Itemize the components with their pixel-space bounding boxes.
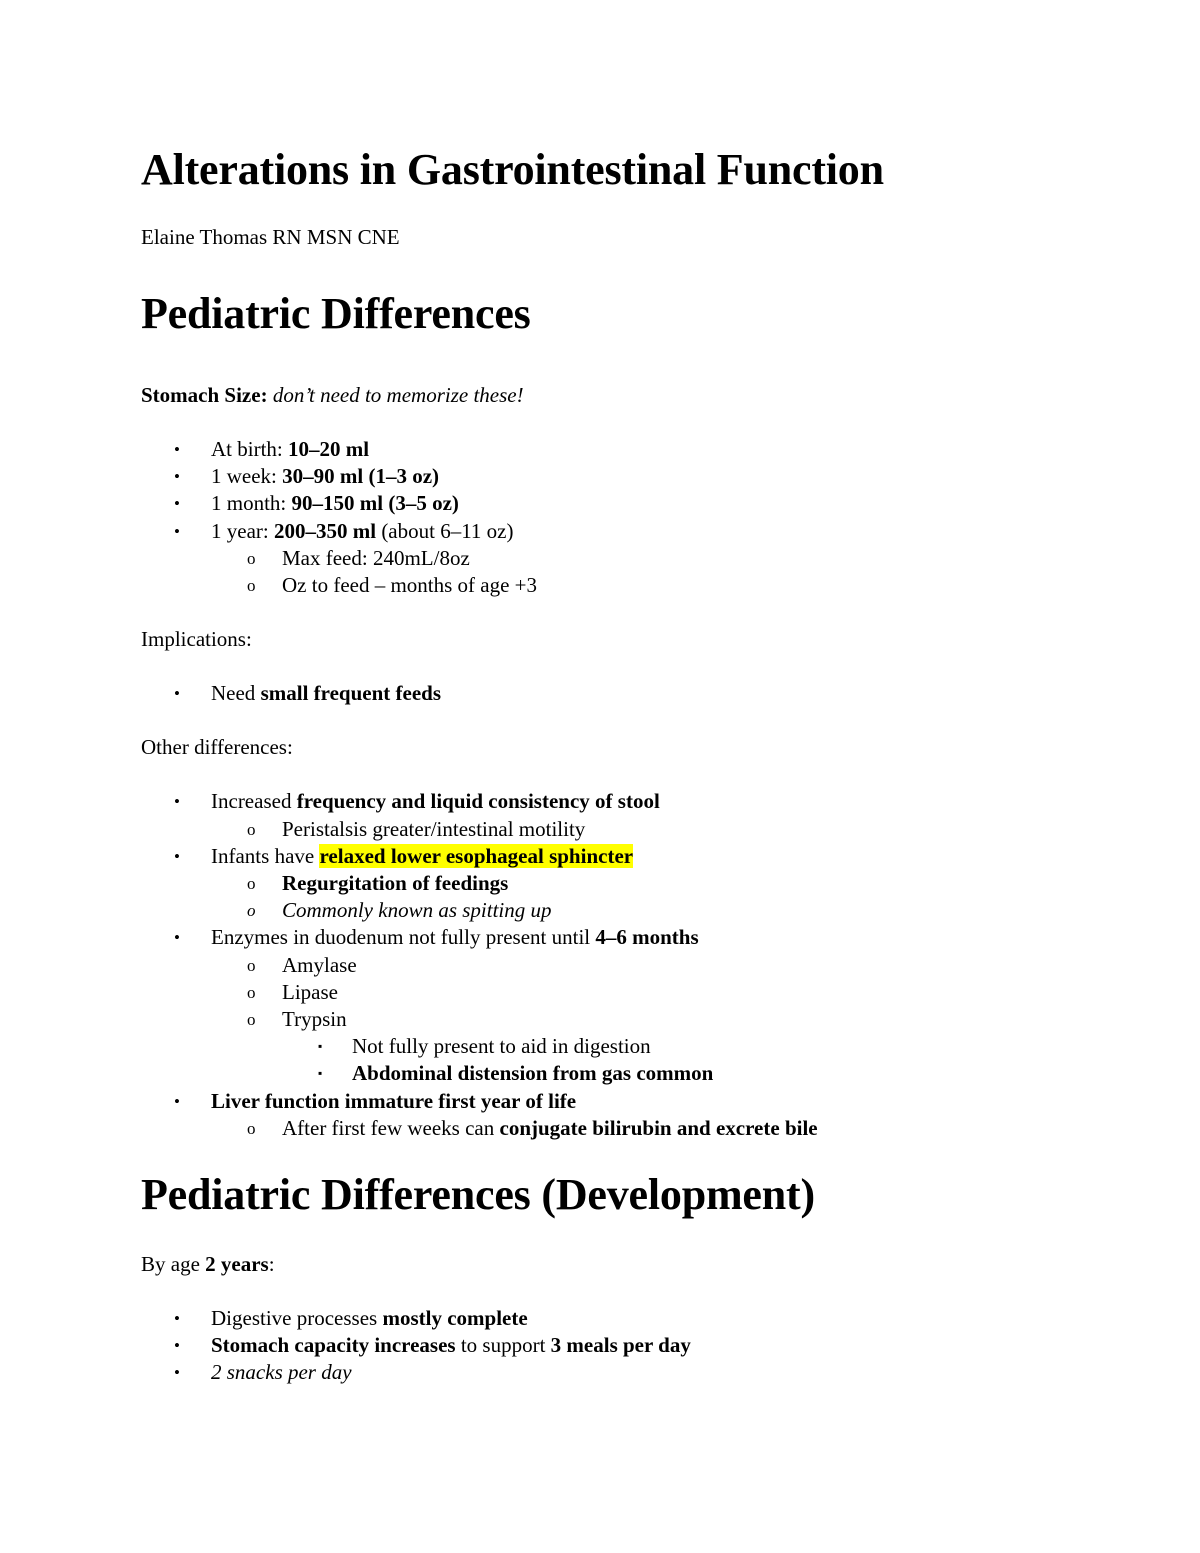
circle-bullet-icon: o [247, 819, 256, 839]
list-item: • Increased frequency and liquid consistency of stool [141, 788, 1101, 815]
list-item: • 2 snacks per day [141, 1359, 1101, 1386]
list-item: • Digestive processes mostly complete [141, 1305, 1101, 1332]
list-subitem: o After first few weeks can conjugate bilirubin and excrete bile [141, 1115, 1101, 1142]
circle-bullet-icon: o [247, 576, 256, 596]
development-list [141, 1305, 1101, 1387]
section-heading-pediatric-differences: Pediatric Differences [141, 289, 531, 338]
highlighted-text: relaxed lower esophageal sphincter [319, 843, 634, 868]
other-differences-label: Other differences: [141, 735, 293, 760]
list-subitem: o Regurgitation of feedings [141, 870, 1101, 897]
stomach-size-label: Stomach Size: [141, 383, 268, 407]
list-subitem: o Amylase [141, 952, 1101, 979]
circle-bullet-icon: o [247, 982, 256, 1002]
circle-bullet-icon: o [247, 548, 256, 568]
list-subitem: o Trypsin [141, 1006, 1101, 1033]
circle-bullet-icon: o [247, 955, 256, 975]
other-differences-list [141, 788, 1101, 1142]
bullet-icon: • [174, 846, 180, 866]
list-item: • Stomach capacity increases to support 3 meals per day [141, 1332, 1101, 1359]
list-subitem: o Max feed: 240mL/8oz [141, 545, 1101, 572]
list-item: • 1 month: 90–150 ml (3–5 oz) [141, 490, 1101, 517]
stomach-size-line [141, 382, 1101, 409]
document-page [141, 140, 1101, 1387]
square-bullet-icon: ▪ [318, 1066, 323, 1081]
square-bullet-icon: ▪ [318, 1039, 323, 1054]
list-item: • Enzymes in duodenum not fully present until 4–6 months [141, 924, 1101, 951]
bullet-icon: • [174, 467, 180, 487]
circle-bullet-icon: o [247, 901, 256, 921]
list-subitem: o Commonly known as spitting up [141, 897, 1101, 924]
bullet-icon: • [174, 521, 180, 541]
stomach-size-list [141, 436, 1101, 599]
list-subitem: o Peristalsis greater/intestinal motility [141, 816, 1101, 843]
circle-bullet-icon: o [247, 874, 256, 894]
author-line: Elaine Thomas RN MSN CNE [141, 225, 400, 249]
bullet-icon: • [174, 1091, 180, 1111]
bullet-icon: • [174, 1363, 180, 1383]
bullet-icon: • [174, 792, 180, 812]
bullet-icon: • [174, 1309, 180, 1329]
list-item: • Liver function immature first year of life [141, 1088, 1101, 1115]
by-age-line: By age 2 years: [141, 1252, 275, 1277]
section-heading-development: Pediatric Differences (Development) [141, 1170, 815, 1220]
circle-bullet-icon: o [247, 1118, 256, 1138]
list-subsubitem: ▪ Abdominal distension from gas common [141, 1060, 1101, 1087]
bullet-icon: • [174, 1336, 180, 1356]
bullet-icon: • [174, 440, 180, 459]
bullet-icon: • [174, 684, 180, 704]
bullet-icon: • [174, 928, 180, 948]
bullet-icon: • [174, 494, 180, 514]
document-title: Alterations in Gastrointestinal Function [141, 145, 884, 194]
list-subitem: o Lipase [141, 979, 1101, 1006]
list-item: • 1 week: 30–90 ml (1–3 oz) [141, 463, 1101, 490]
list-subsubitem: ▪ Not fully present to aid in digestion [141, 1033, 1101, 1060]
implications-list [141, 680, 1101, 707]
implications-label: Implications: [141, 627, 252, 652]
circle-bullet-icon: o [247, 1010, 256, 1030]
list-item: • At birth: 10–20 ml [141, 436, 1101, 463]
list-item: • 1 year: 200–350 ml (about 6–11 oz) [141, 518, 1101, 545]
list-subitem: o Oz to feed – months of age +3 [141, 572, 1101, 599]
list-item: • Need small frequent feeds [141, 680, 1101, 707]
list-item: • Infants have relaxed lower esophageal sphincter [141, 843, 1101, 870]
stomach-size-note: don’t need to memorize these! [272, 383, 524, 407]
